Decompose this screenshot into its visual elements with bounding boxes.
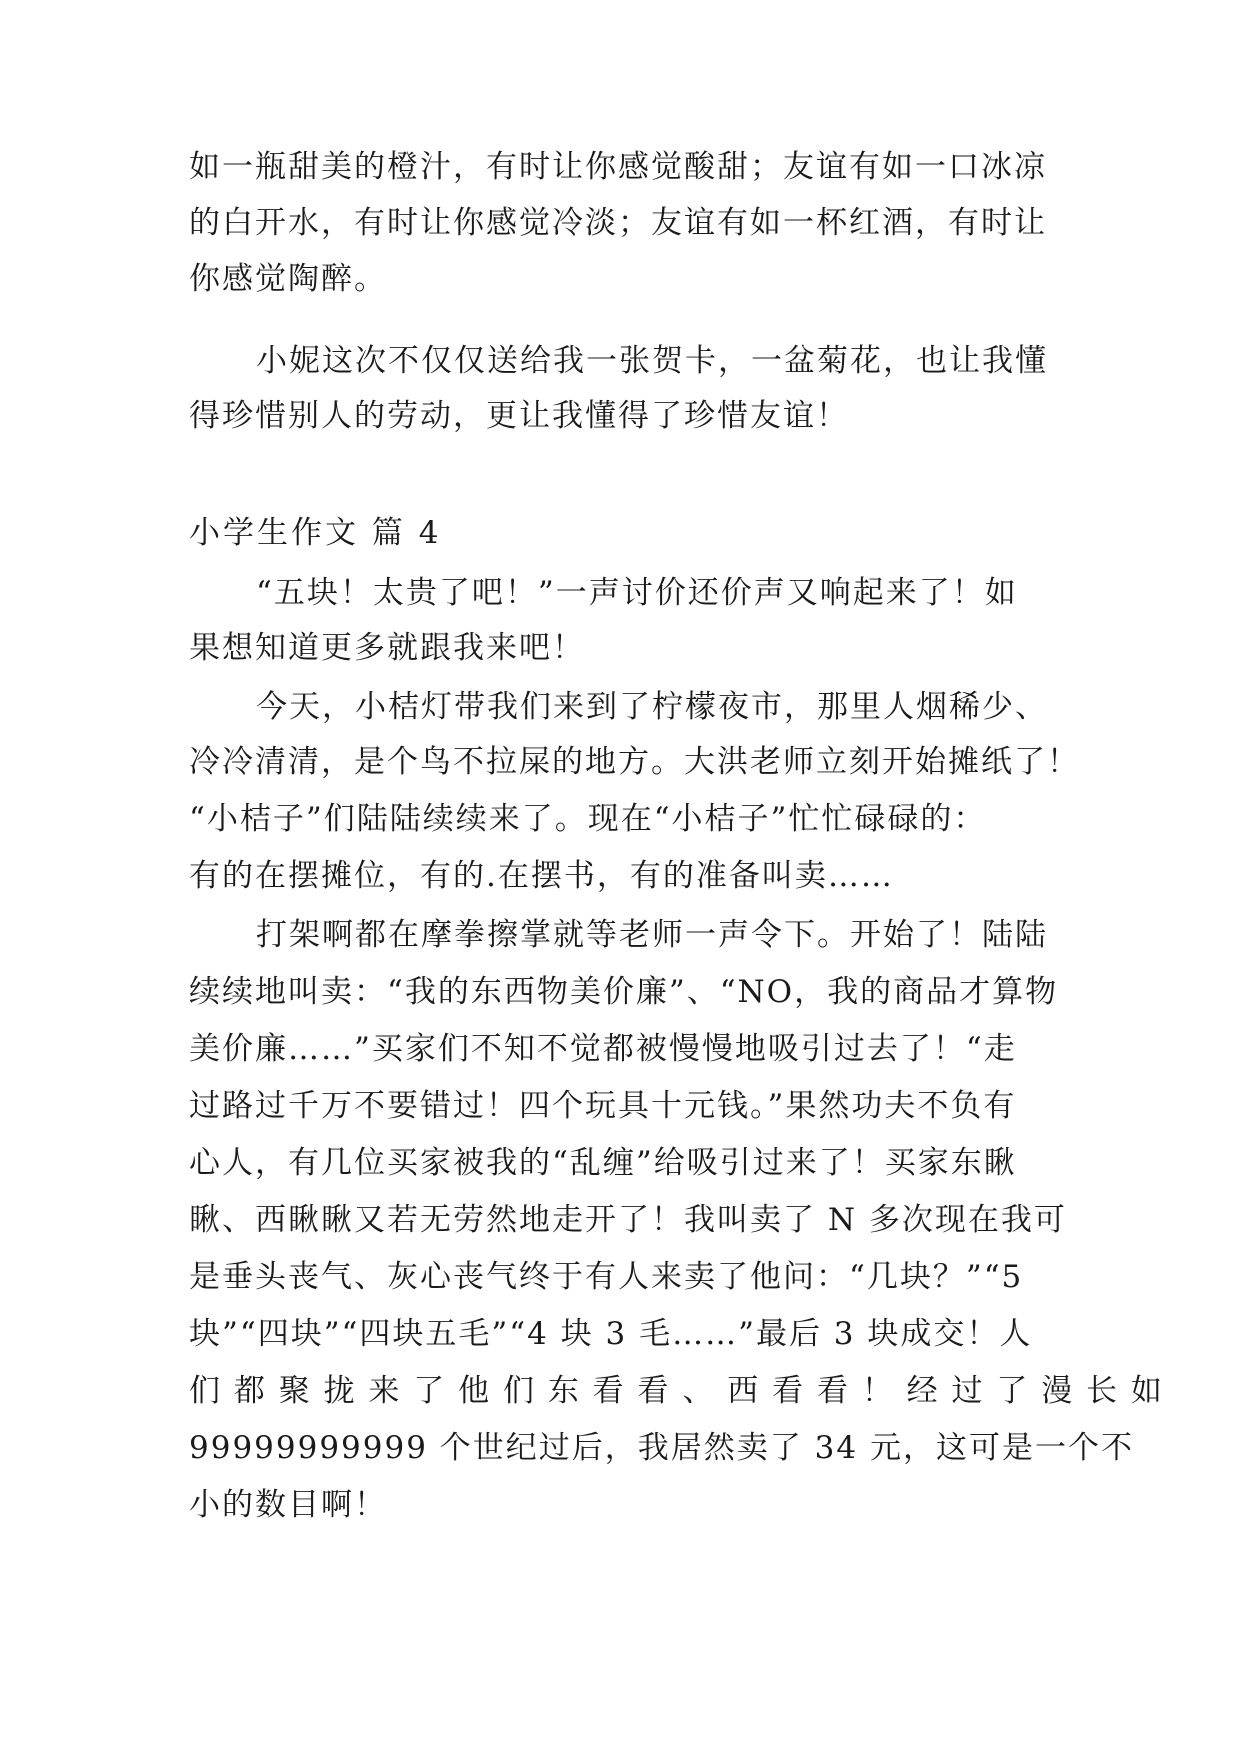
paragraph-5-line-8: 块”“四块”“四块五毛”“4 块 3 毛……”最后 3 块成交！人 [189, 1316, 1033, 1352]
paragraph-4-line-4: 有的在摆摊位，有的.在摆书，有的准备叫卖…… [189, 858, 894, 894]
paragraph-4-line-2: 冷冷清清，是个鸟不拉屎的地方。大洪老师立刻开始摊纸了！ [189, 744, 1080, 780]
paragraph-1-line-2: 的白开水，有时让你感觉冷淡；友谊有如一杯红酒，有时让 [189, 205, 1047, 241]
paragraph-5-line-5: 心人，有几位买家被我的“乱缠”给吸引过来了！买家东瞅 [189, 1145, 1017, 1181]
paragraph-4-line-3: “小桔子”们陆陆续续来了。现在“小桔子”忙忙碌碌的： [189, 801, 987, 837]
section-heading: 小学生作文 篇 4 [189, 515, 442, 551]
paragraph-5-line-9: 们 都 聚 拢 来 了 他 们 东 看 看 、 西 看 看 ！ 经 过 了 漫 长 如 [189, 1373, 1164, 1409]
paragraph-5-line-2: 续续地叫卖：“我的东西物美价廉”、“NO，我的商品才算物 [189, 974, 1059, 1010]
paragraph-2-line-1: 小妮这次不仅仅送给我一张贺卡，一盆菊花，也让我懂 [256, 343, 1048, 379]
paragraph-5-line-10: 99999999999 个世纪过后，我居然卖了 34 元，这可是一个不 [189, 1430, 1134, 1466]
paragraph-4-line-1: 今天，小桔灯带我们来到了柠檬夜市，那里人烟稀少、 [256, 689, 1048, 725]
paragraph-5-line-7: 是垂头丧气、灰心丧气终于有人来卖了他问：“几块？”“5 [189, 1259, 1024, 1295]
paragraph-5-line-6: 瞅、西瞅瞅又若无劳然地走开了！我叫卖了 N 多次现在我可 [189, 1202, 1067, 1238]
paragraph-1-line-3: 你感觉陶醉。 [189, 261, 387, 297]
paragraph-2-line-2: 得珍惜别人的劳动，更让我懂得了珍惜友谊！ [189, 398, 849, 434]
paragraph-3-line-1: “五块！太贵了吧！”一声讨价还价声又响起来了！如 [256, 575, 1018, 611]
paragraph-3-line-2: 果想知道更多就跟我来吧！ [189, 630, 585, 666]
paragraph-1-line-1: 如一瓶甜美的橙汁，有时让你感觉酸甜；友谊有如一口冰凉 [189, 149, 1047, 185]
paragraph-5-line-1: 打架啊都在摩拳擦掌就等老师一声令下。开始了！陆陆 [256, 917, 1048, 953]
paragraph-5-line-11: 小的数目啊！ [189, 1487, 387, 1523]
paragraph-5-line-4: 过路过千万不要错过！四个玩具十元钱。”果然功夫不负有 [189, 1088, 1017, 1124]
paragraph-5-line-3: 美价廉……”买家们不知不觉都被慢慢地吸引过去了！“走 [189, 1031, 1017, 1067]
